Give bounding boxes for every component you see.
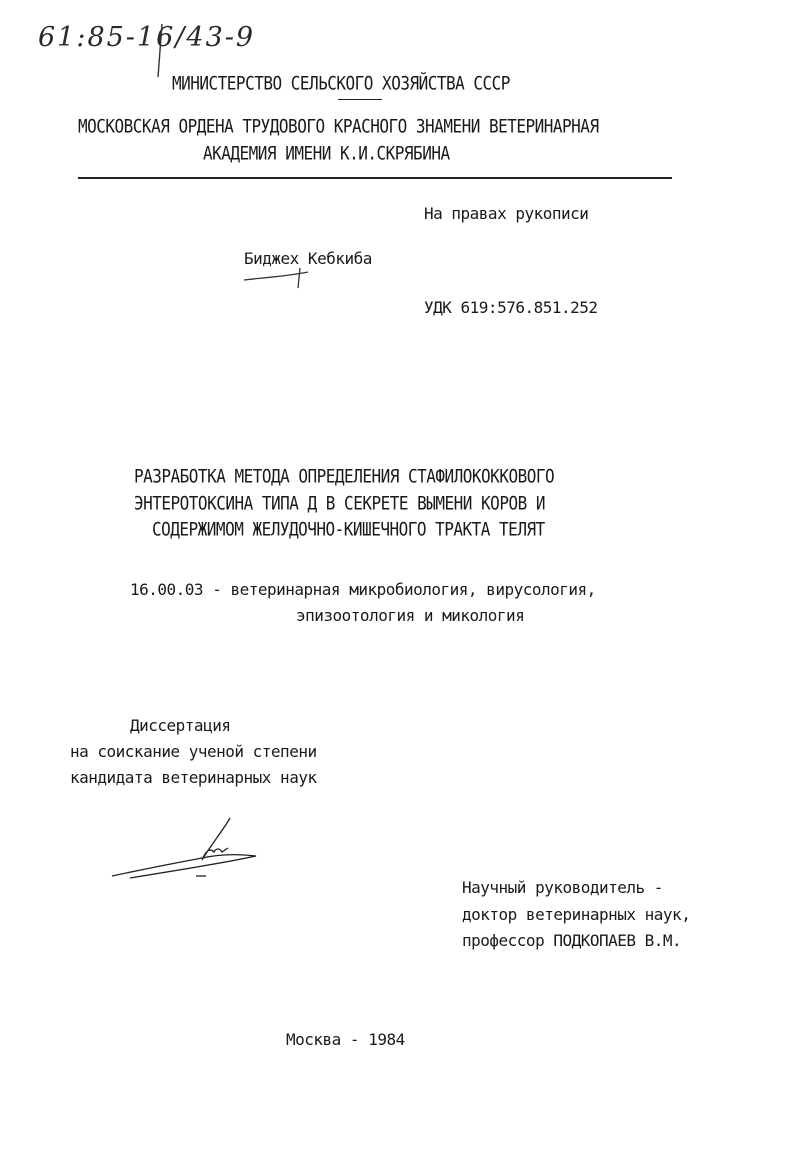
supervisor-line1: Научный руководитель - [462, 878, 663, 897]
academy-name-line1: МОСКОВСКАЯ ОРДЕНА ТРУДОВОГО КРАСНОГО ЗНАМЕНИ ВЕТЕРИНАРНАЯ [78, 115, 599, 138]
city-year: Москва - 1984 [286, 1030, 405, 1049]
ministry-underline [338, 99, 382, 100]
udk-code: УДК 619:576.851.252 [424, 298, 598, 317]
title-line2: ЭНТЕРОТОКСИНА ТИПА Д В СЕКРЕТЕ ВЫМЕНИ КОРОВ И [134, 492, 545, 515]
supervisor-line2: доктор ветеринарных наук, [462, 905, 691, 924]
author-underline-mark [240, 266, 330, 296]
title-line3: СОДЕРЖИМОМ ЖЕЛУДОЧНО-КИШЕЧНОГО ТРАКТА ТЕЛЯТ [152, 518, 545, 541]
specialty-line2: эпизоотология и микология [296, 606, 525, 625]
supervisor-line3: профессор ПОДКОПАЕВ В.М. [462, 931, 682, 950]
ministry-name: МИНИСТЕРСТВО СЕЛЬСКОГО ХОЗЯЙСТВА СССР [172, 72, 510, 95]
rights-notice: На правах рукописи [424, 204, 589, 223]
handwritten-mark [150, 22, 170, 82]
author-name: Биджех Кебкиба [244, 249, 372, 268]
title-line1: РАЗРАБОТКА МЕТОДА ОПРЕДЕЛЕНИЯ СТАФИЛОКОККОВОГО [134, 465, 555, 488]
academy-name-line2: АКАДЕМИЯ ИМЕНИ К.И.СКРЯБИНА [203, 142, 450, 165]
specialty-line1: 16.00.03 - ветеринарная микробиология, вирусология, [130, 580, 596, 599]
dissertation-line2: на соискание ученой степени [70, 742, 317, 761]
signature [110, 818, 270, 888]
header-rule [78, 177, 672, 179]
dissertation-line1: Диссертация [130, 716, 231, 735]
handwritten-catalog-code: 61:85-16/43-9 [38, 22, 256, 53]
dissertation-line3: кандидата ветеринарных наук [70, 768, 317, 787]
